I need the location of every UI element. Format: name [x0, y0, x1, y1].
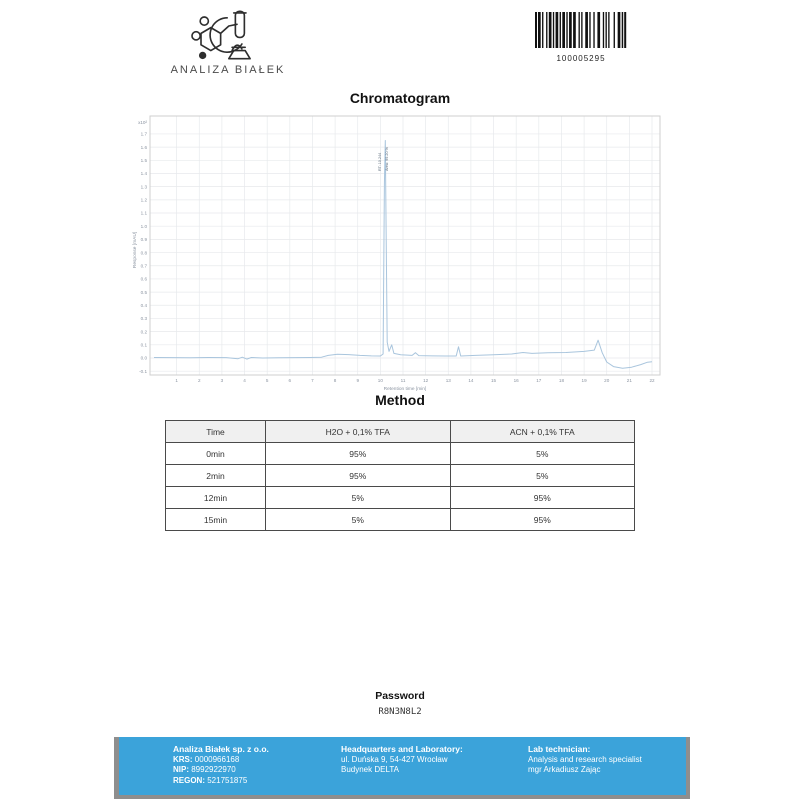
- footer-headquarters: [341, 744, 463, 776]
- y-tick-label: 0.8: [140, 250, 147, 256]
- x-tick-label: 16: [513, 378, 519, 383]
- x-tick-label: 9: [356, 378, 360, 383]
- x-tick-label: 10: [377, 378, 383, 383]
- table-cell: 5%: [266, 487, 451, 509]
- table-cell: 2min: [166, 465, 266, 487]
- chromatogram-chart: [128, 110, 676, 402]
- technician-line1: Analysis and research specialist: [528, 754, 642, 764]
- password-value: R8N3N8L2: [378, 707, 422, 717]
- col-header-h2o: H2O + 0,1% TFA: [266, 421, 451, 443]
- chromatogram-plot: [128, 110, 676, 402]
- y-tick-label: 1.0: [140, 223, 147, 229]
- x-tick-label: 4: [243, 378, 246, 383]
- barcode: [534, 12, 628, 63]
- peak-annotation-label: Area: 99.20 %: [384, 146, 389, 171]
- x-tick-label: 2: [197, 378, 201, 383]
- table-cell: 95%: [450, 509, 635, 531]
- barcode-bars: [535, 12, 627, 48]
- technician-line2: mgr Arkadiusz Zając: [528, 765, 601, 774]
- table-cell: 5%: [450, 465, 635, 487]
- footer-banner: [114, 737, 690, 799]
- headquarters-address2: Budynek DELTA: [341, 765, 399, 774]
- table-row: [166, 443, 635, 465]
- x-tick-label: 19: [581, 378, 587, 383]
- password-label: Password: [375, 690, 425, 702]
- x-tick-label: 20: [604, 378, 610, 383]
- method-table: [165, 420, 635, 531]
- plot-border: [150, 116, 660, 375]
- y-axis-title: Response [mAU]: [133, 231, 138, 269]
- y-tick-label: -0.1: [139, 368, 147, 374]
- logo: [160, 8, 296, 76]
- technician-title: Lab technician:: [528, 744, 591, 754]
- x-tick-label: 8: [333, 378, 337, 383]
- table-row: [166, 487, 635, 509]
- table-header-row: [166, 421, 635, 443]
- x-tick-label: 11: [400, 378, 406, 383]
- y-tick-label: 0.6: [140, 276, 147, 282]
- col-header-acn: ACN + 0,1% TFA: [450, 421, 635, 443]
- y-tick-label: 1.7: [140, 131, 147, 137]
- footer-company-info: [173, 744, 269, 786]
- y-tick-label: 0.1: [140, 342, 147, 348]
- x-tick-label: 17: [536, 378, 542, 383]
- x-tick-label: 5: [265, 378, 269, 383]
- y-axis-exponent-label: x10²: [138, 120, 147, 125]
- y-tick-label: 1.5: [140, 158, 147, 163]
- table-cell: 95%: [450, 487, 635, 509]
- barcode-number: 100005295: [556, 54, 606, 63]
- y-tick-label: 0.3: [140, 316, 147, 322]
- x-tick-label: 7: [311, 378, 314, 383]
- x-tick-label: 22: [649, 378, 655, 383]
- footer-lab-technician: [528, 744, 642, 776]
- table-cell: 15min: [166, 509, 266, 531]
- y-tick-label: 0.0: [140, 355, 147, 361]
- x-tick-label: 1: [175, 378, 178, 383]
- y-tick-label: 0.5: [140, 289, 147, 295]
- col-header-time: Time: [166, 421, 266, 443]
- y-tick-label: 1.6: [140, 144, 147, 150]
- table-cell: 12min: [166, 487, 266, 509]
- x-axis-title: Retention time [min]: [383, 387, 427, 392]
- chromatogram-title: Chromatogram: [349, 90, 451, 106]
- x-tick-label: 15: [490, 378, 497, 383]
- method-title: Method: [375, 392, 425, 408]
- x-tick-label: 6: [288, 378, 292, 383]
- y-tick-label: 0.2: [140, 329, 147, 335]
- table-cell: 5%: [450, 443, 635, 465]
- table-cell: 95%: [266, 465, 451, 487]
- table-cell: 95%: [266, 443, 451, 465]
- x-tick-label: 3: [220, 378, 224, 383]
- table-row: [166, 509, 635, 531]
- table-row: [166, 465, 635, 487]
- y-tick-label: 1.2: [140, 197, 147, 203]
- y-tick-label: 0.4: [140, 302, 147, 308]
- x-tick-label: 14: [468, 378, 474, 383]
- y-tick-label: 1.1: [140, 210, 147, 216]
- y-tick-label: 1.3: [140, 184, 147, 190]
- lab-microscope-molecule-icon: [183, 8, 273, 62]
- password-section: [0, 690, 800, 717]
- y-tick-label: 0.9: [140, 237, 147, 243]
- x-tick-label: 18: [558, 378, 565, 383]
- company-name: Analiza Białek sp. z o.o.: [173, 744, 269, 754]
- peak-annotation-label: RT: 10.244: [377, 152, 382, 171]
- y-tick-label: 0.7: [140, 263, 147, 269]
- y-tick-label: 1.4: [140, 171, 147, 177]
- company-krs: KRS: 0000966168: [173, 754, 240, 764]
- company-nip: NIP: 8992922970: [173, 765, 236, 774]
- x-tick-label: 12: [423, 378, 429, 383]
- table-cell: 5%: [266, 509, 451, 531]
- method-table-body: [166, 443, 635, 531]
- company-regon: REGON: 521751875: [173, 775, 248, 785]
- headquarters-title: Headquarters and Laboratory:: [341, 744, 463, 754]
- x-tick-label: 13: [445, 378, 451, 383]
- headquarters-address1: ul. Duńska 9, 54-427 Wrocław: [341, 754, 448, 764]
- x-tick-label: 21: [626, 378, 632, 383]
- logo-text: ANALIZA BIAŁEK: [170, 64, 286, 76]
- table-cell: 0min: [166, 443, 266, 465]
